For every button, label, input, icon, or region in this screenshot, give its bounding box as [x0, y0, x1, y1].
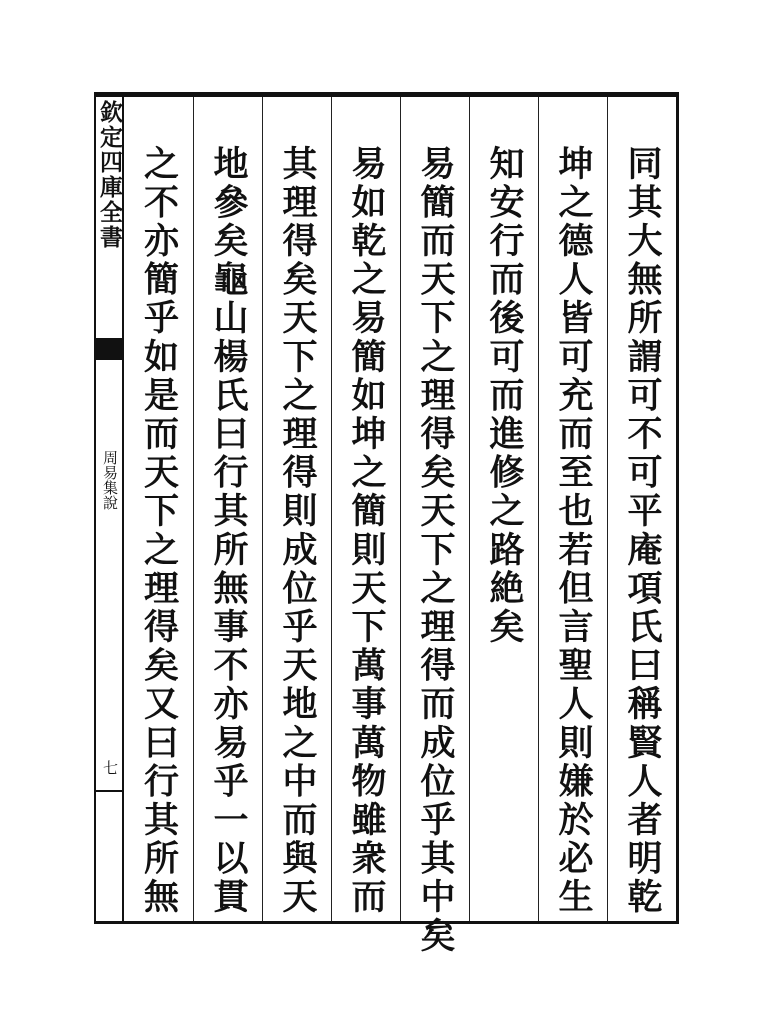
text-column — [193, 97, 262, 921]
text-column — [262, 97, 331, 921]
text-column — [538, 97, 607, 921]
text-column — [331, 97, 400, 921]
margin-divider — [96, 790, 122, 792]
section-title: 周易集說 — [101, 450, 119, 510]
column-text: 地參矣龜山楊氏曰行其所無事不亦易乎一以貫 — [208, 145, 249, 917]
text-column — [607, 97, 676, 921]
column-text: 同其大無所謂可不可平庵項氏曰稱賢人者明乾 — [622, 145, 663, 917]
text-column — [469, 97, 538, 921]
column-text: 坤之德人皆可充而至也若但言聖人則嫌於必生 — [553, 145, 594, 917]
page-number: 七 — [101, 760, 119, 775]
column-text: 易如乾之易簡如坤之簡則天下萬事萬物雖衆而 — [346, 145, 387, 917]
book-title: 欽定四庫全書 — [96, 100, 123, 250]
text-columns — [124, 97, 676, 956]
fishtail-mark — [96, 338, 122, 360]
text-column — [400, 97, 469, 956]
column-text: 之不亦簡乎如是而天下之理得矣又曰行其所無 — [138, 145, 180, 917]
column-text: 其理得矣天下之理得則成位乎天地之中而與天 — [277, 145, 318, 917]
text-column — [124, 97, 193, 921]
column-text: 易簡而天下之理得矣天下之理得而成位乎其中矣 — [415, 145, 456, 956]
column-text: 知安行而後可而進修之路絶矣 — [484, 145, 525, 647]
